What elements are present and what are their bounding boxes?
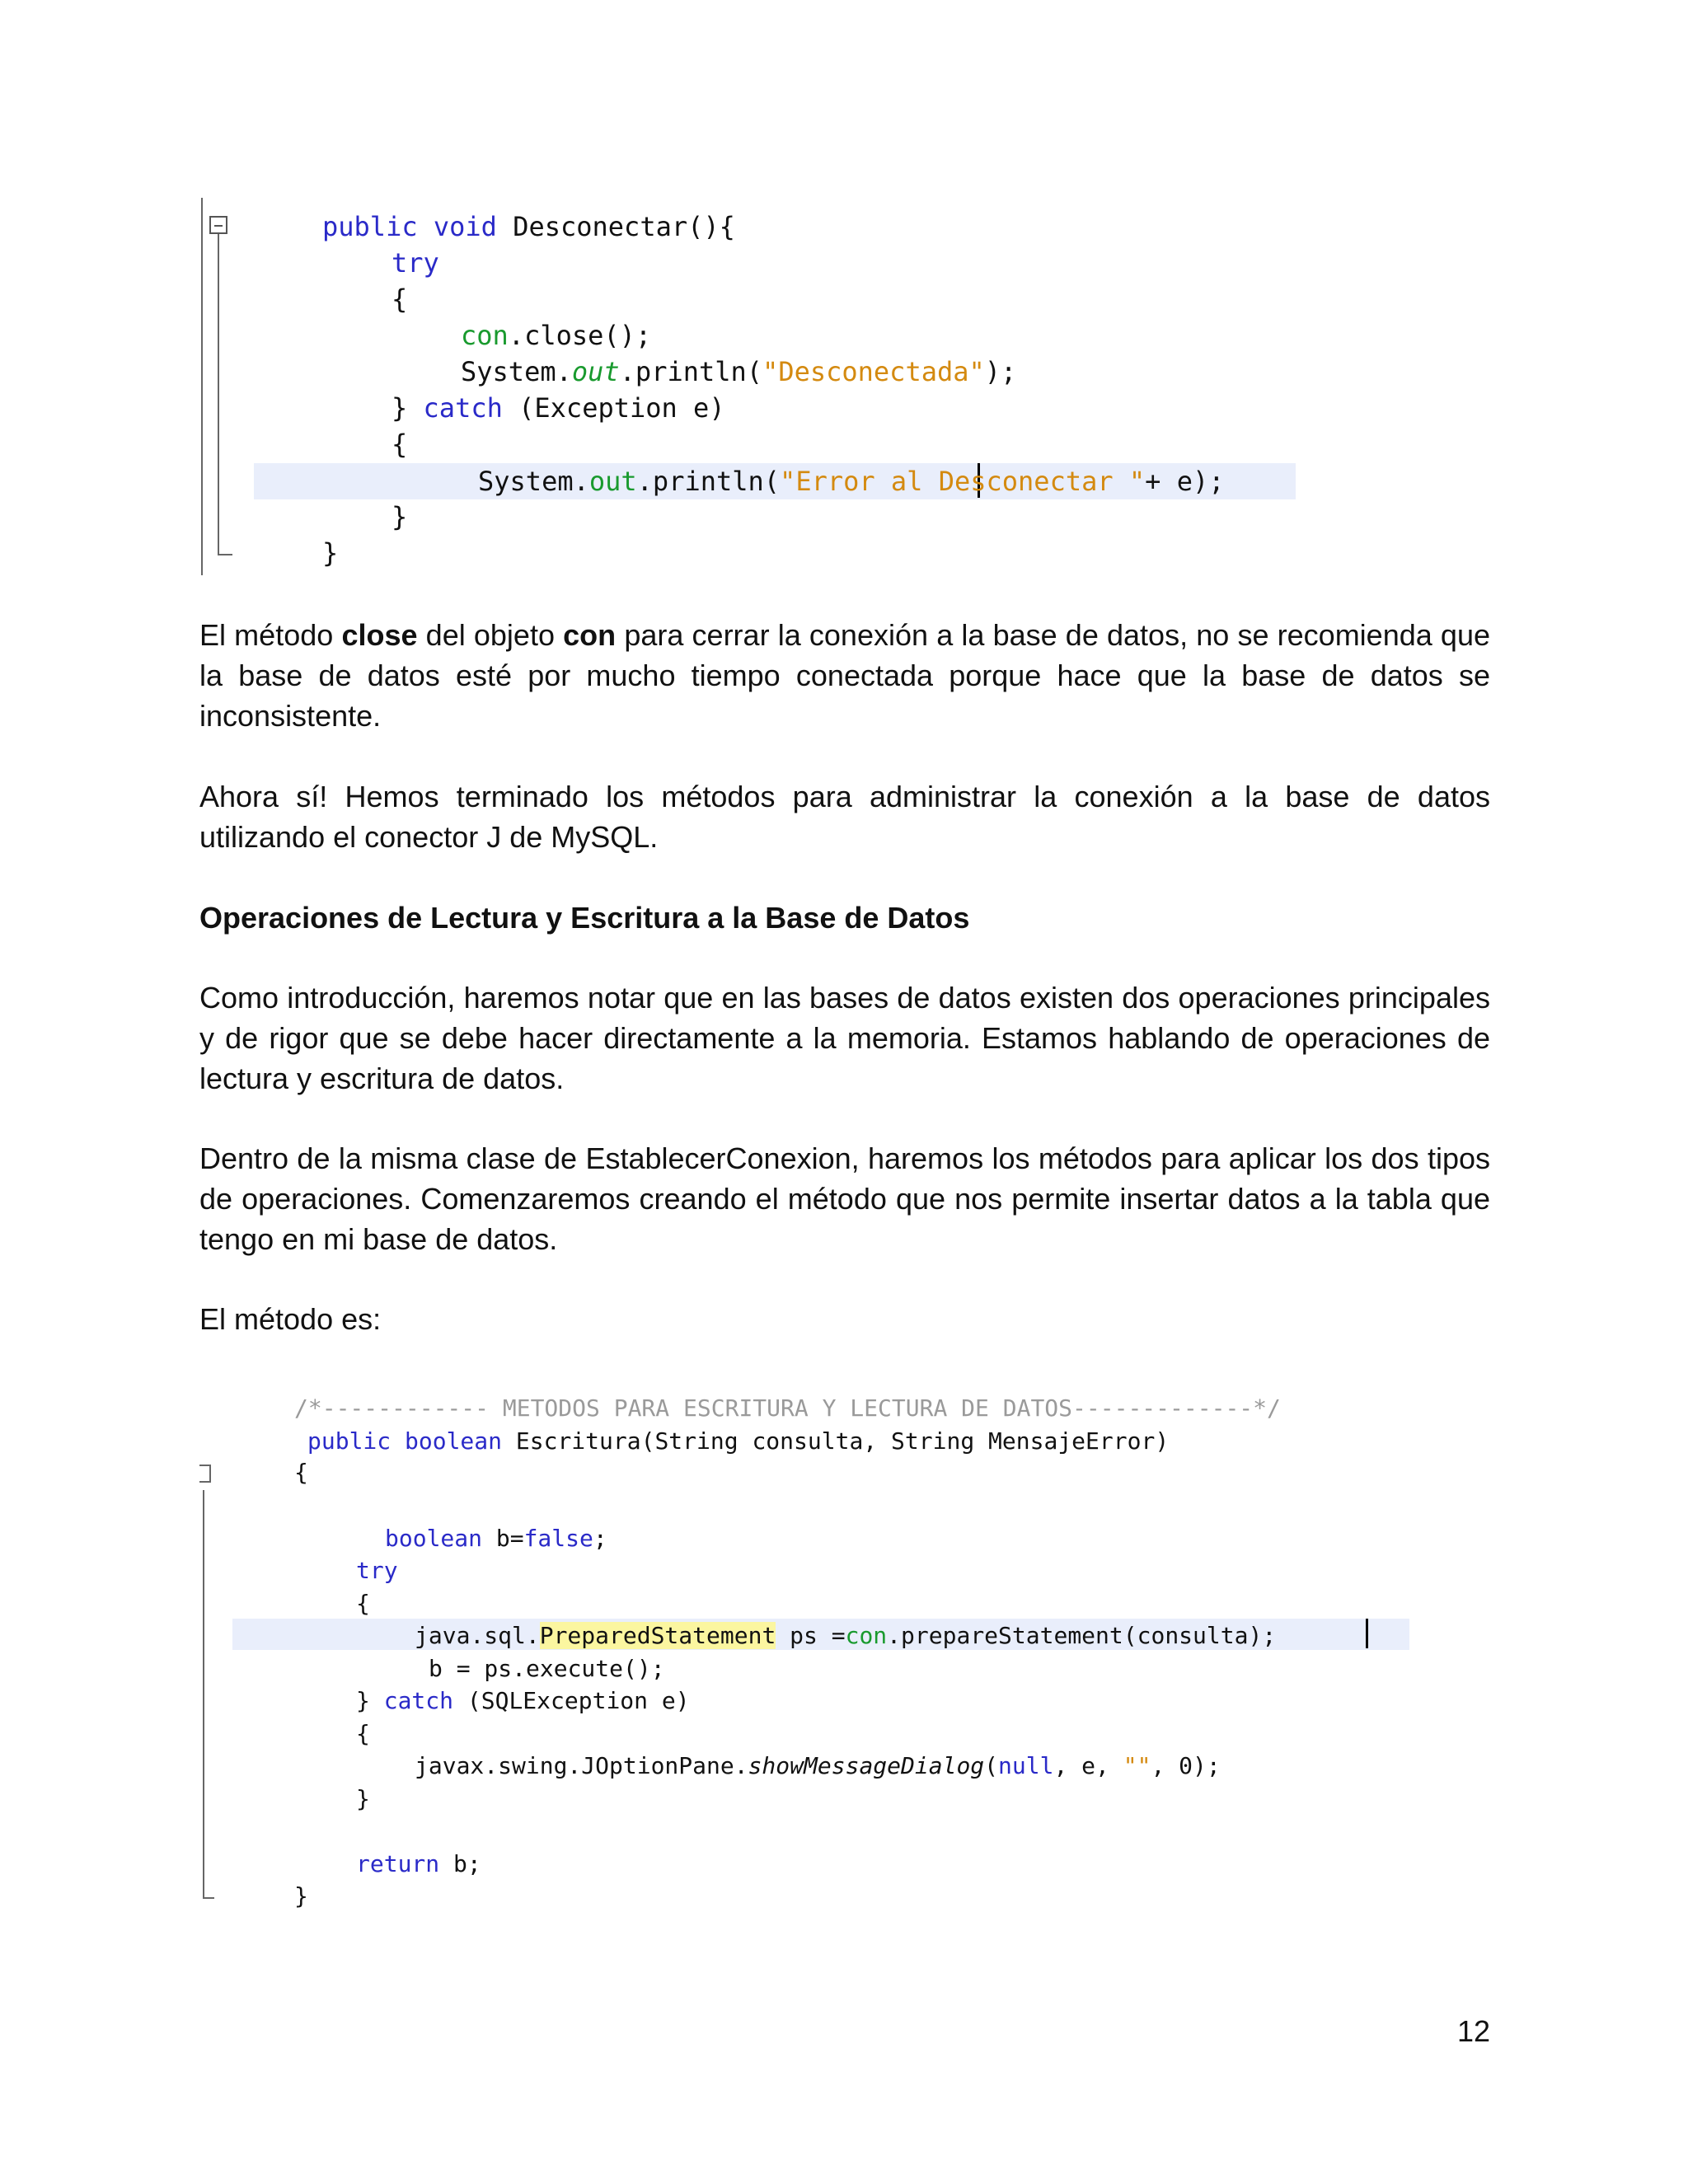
fold-end-line bbox=[218, 554, 232, 555]
bold-term: close bbox=[341, 618, 418, 652]
paragraph-intro: Como introducción, haremos notar que en las bases de datos existen dos operaciones principales y de rigor que se debe hacer directamente a la memoria. Estamos hablando de operaciones de lectura y escritura de datos. bbox=[199, 981, 1490, 1095]
code-token: b; bbox=[439, 1850, 481, 1877]
code-token: } bbox=[356, 1785, 370, 1812]
text-run: para cerrar la conexión a la base de datos, no se recomienda que la base de datos esté por mucho tiempo conectada porque hace que la base de datos se inconsistente. bbox=[199, 618, 1490, 733]
code-token: .prepareStatement(consulta); bbox=[887, 1622, 1277, 1649]
code-token: boolean bbox=[385, 1525, 496, 1552]
code-token: PreparedStatement bbox=[539, 1622, 776, 1649]
code-token: out bbox=[571, 356, 620, 387]
code-token: con bbox=[845, 1622, 888, 1649]
code-line bbox=[429, 1655, 665, 1682]
code-token: public boolean bbox=[307, 1427, 516, 1455]
code-token: javax.swing.JOptionPane. bbox=[415, 1752, 748, 1779]
code-token: .println( bbox=[619, 356, 763, 387]
code-token: } bbox=[322, 537, 339, 569]
text-run: El método bbox=[199, 618, 342, 652]
code-token: + e); bbox=[1145, 466, 1225, 497]
fold-end-line bbox=[203, 1897, 214, 1899]
paragraph-close-method bbox=[199, 615, 1490, 736]
code-line bbox=[356, 1850, 481, 1877]
bold-term: con bbox=[563, 618, 617, 652]
code-token: null bbox=[998, 1752, 1054, 1779]
code-token: "Desconectada" bbox=[762, 356, 985, 387]
code-token: , 0); bbox=[1151, 1752, 1221, 1779]
code-token: } bbox=[356, 1687, 384, 1714]
code-line bbox=[356, 1720, 370, 1747]
code-token: { bbox=[356, 1720, 370, 1747]
code-line bbox=[322, 537, 338, 569]
fold-line bbox=[218, 234, 219, 554]
gutter-line bbox=[201, 198, 203, 575]
code-line bbox=[392, 284, 407, 315]
code-line bbox=[322, 211, 735, 242]
fold-collapse-icon[interactable] bbox=[209, 216, 227, 234]
code-line bbox=[294, 1394, 1281, 1422]
text-caret bbox=[1366, 1619, 1368, 1648]
code-token: "" bbox=[1123, 1752, 1151, 1779]
code-line bbox=[392, 501, 407, 532]
code-token: (SQLException e) bbox=[453, 1687, 690, 1714]
code-token: java.sql. bbox=[415, 1622, 540, 1649]
code-line bbox=[294, 1882, 308, 1910]
code-token: Escritura(String consulta, String MensajeError) bbox=[515, 1427, 1170, 1455]
code-token: } bbox=[392, 501, 408, 532]
paragraph-establecer: Dentro de la misma clase de EstablecerConexion, haremos los métodos para aplicar los dos tipos de operaciones. Comenzaremos creando el método que nos permite insertar datos a la tabla que tengo en mi base de datos. bbox=[199, 1141, 1490, 1256]
text-run: del objeto bbox=[417, 618, 564, 652]
code-line bbox=[307, 1427, 1169, 1455]
code-line bbox=[356, 1557, 398, 1584]
code-line bbox=[461, 320, 651, 351]
code-token: out bbox=[588, 466, 637, 497]
code-token: } bbox=[294, 1882, 308, 1910]
fold-line bbox=[203, 1490, 204, 1897]
code-token: public void bbox=[322, 211, 513, 242]
code-token: .println( bbox=[636, 466, 781, 497]
code-token: { bbox=[356, 1590, 370, 1617]
code-token: "Error al Desconectar " bbox=[780, 466, 1146, 497]
code-token: { bbox=[392, 429, 408, 460]
code-line bbox=[385, 1525, 607, 1552]
code-line bbox=[415, 1622, 1276, 1649]
code-line bbox=[392, 392, 725, 424]
paragraph-metodo: El método es: bbox=[199, 1302, 382, 1336]
code-token: catch bbox=[383, 1687, 454, 1714]
code-token: ps = bbox=[776, 1622, 846, 1649]
code-token: catch bbox=[423, 392, 503, 424]
code-line bbox=[415, 1752, 1221, 1779]
code-token: (Exception e) bbox=[502, 392, 725, 424]
code-token: showMessageDialog bbox=[748, 1752, 985, 1779]
code-token: try bbox=[356, 1557, 398, 1584]
code-token: return bbox=[356, 1850, 440, 1877]
code-token: false bbox=[523, 1525, 593, 1552]
code-token: Desconectar(){ bbox=[513, 211, 735, 242]
code-token: try bbox=[392, 247, 439, 279]
code-line bbox=[478, 466, 1224, 497]
code-line bbox=[356, 1590, 370, 1617]
code-token: ; bbox=[593, 1525, 607, 1552]
code-token: System. bbox=[461, 356, 572, 387]
code-line bbox=[461, 356, 1016, 387]
code-token: ); bbox=[984, 356, 1017, 387]
code-line bbox=[392, 429, 407, 460]
paragraph-done: Ahora sí! Hemos terminado los métodos para administrar la conexión a la base de datos utilizando el conector J de MySQL. bbox=[199, 780, 1490, 854]
code-token: b= bbox=[495, 1525, 524, 1552]
code-token: { bbox=[294, 1459, 308, 1486]
code-token: } bbox=[392, 392, 424, 424]
code-line bbox=[356, 1687, 690, 1714]
code-token: /*------------ METODOS PARA ESCRITURA Y LECTURA DE DATOS-------------*/ bbox=[294, 1394, 1281, 1422]
code-line bbox=[294, 1459, 308, 1486]
section-heading: Operaciones de Lectura y Escritura a la Base de Datos bbox=[199, 901, 970, 935]
code-token: ( bbox=[984, 1752, 999, 1779]
code-token: .close(); bbox=[508, 320, 652, 351]
code-token: b = ps.execute(); bbox=[429, 1655, 665, 1682]
code-token: System. bbox=[478, 466, 589, 497]
code-token: , e, bbox=[1053, 1752, 1123, 1779]
code-line bbox=[392, 247, 439, 279]
code-token: con bbox=[461, 320, 509, 351]
page-number: 12 bbox=[1456, 2014, 1490, 2048]
code-token: { bbox=[392, 284, 408, 315]
code-line bbox=[356, 1785, 370, 1812]
fold-collapse-icon[interactable] bbox=[209, 1465, 211, 1483]
